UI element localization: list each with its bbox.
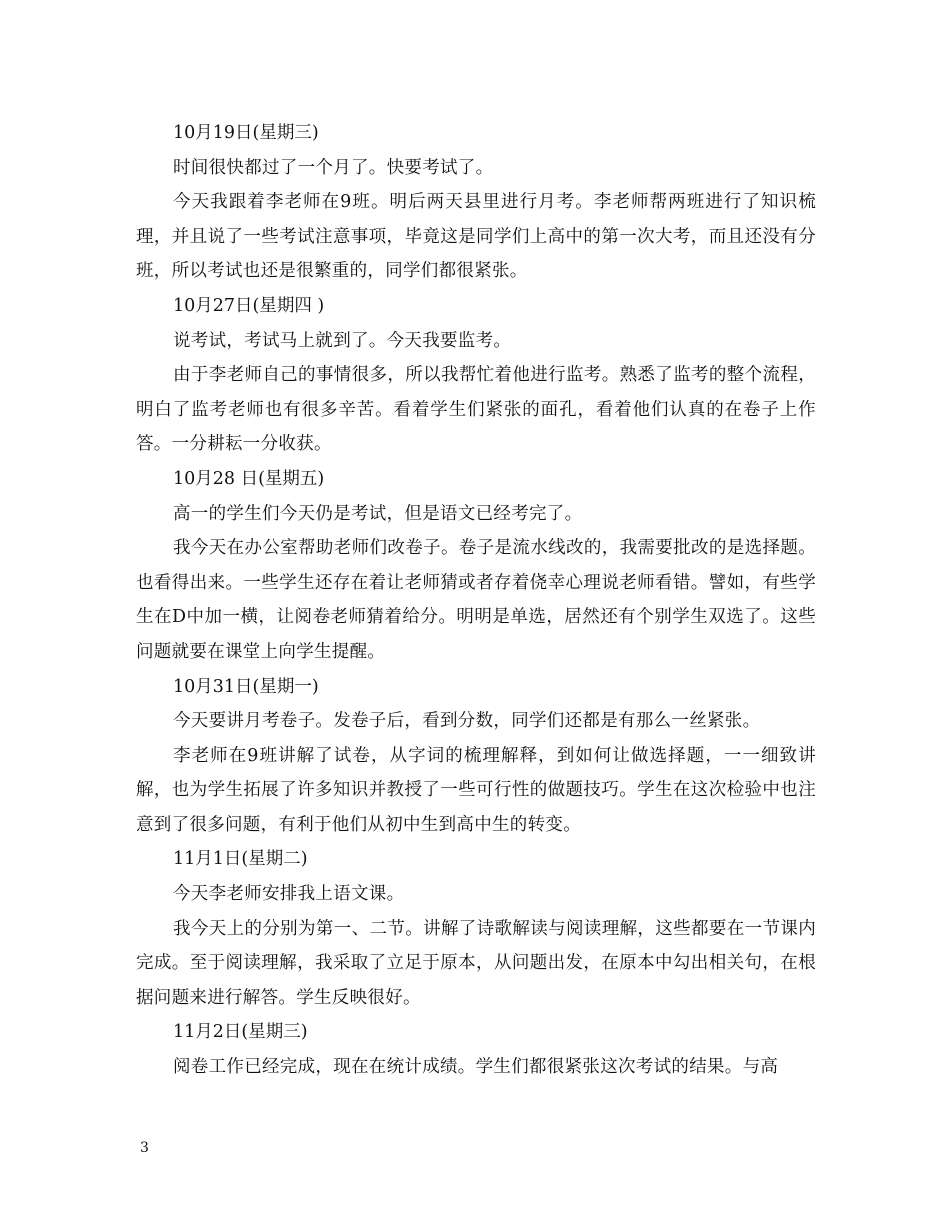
diary-paragraph: 我今天上的分别为第一、二节。讲解了诗歌解读与阅读理解，这些都要在一节课内完成。至于阅读理解，我采取了立足于原本，从问题出发，在原本中勾出相关句，在根据问题来进行解答。学生反映很好。 bbox=[136, 918, 816, 1008]
diary-date: 11月2日(星期三) bbox=[173, 1022, 308, 1043]
diary-paragraph: 由于李老师自己的事情很多，所以我帮忙着他进行监考。熟悉了监考的整个流程，明白了监考老师也有很多辛苦。看着学生们紧张的面孔，看着他们认真的在卷子上作答。一分耕耘一分收获。 bbox=[136, 365, 816, 455]
diary-date: 10月19日(星期三) bbox=[173, 123, 319, 143]
diary-paragraph: 今天李老师安排我上语文课。 bbox=[173, 884, 405, 905]
diary-date: 11月1日(星期二) bbox=[173, 849, 308, 870]
diary-paragraph: 阅卷工作已经完成，现在在统计成绩。学生们都很紧张这次考试的结果。与高 bbox=[173, 1057, 779, 1078]
diary-paragraph: 李老师在9班讲解了试卷，从字词的梳理解释，到如何让做选择题，一一细致讲解，也为学生拓展了许多知识并教授了一些可行性的做题技巧。学生在这次检验中也注意到了很多问题，有利于他们从初中生到高中生的转变。 bbox=[136, 745, 816, 835]
diary-paragraph: 时间很快都过了一个月了。快要考试了。 bbox=[173, 157, 494, 178]
diary-paragraph: 高一的学生们今天仍是考试，但是语文已经考完了。 bbox=[173, 503, 583, 524]
diary-date: 10月31日(星期一) bbox=[173, 676, 319, 697]
diary-date: 10月28 日(星期五) bbox=[173, 468, 325, 489]
diary-paragraph: 今天我跟着李老师在9班。明后两天县里进行月考。李老师帮两班进行了知识梳理，并且说了一些考试注意事项，毕竟这是同学们上高中的第一次大考，而且还没有分班，所以考试也还是很繁重的，同学们都很紧张。 bbox=[136, 192, 816, 282]
diary-paragraph: 今天要讲月考卷子。发卷子后，看到分数，同学们还都是有那么一丝紧张。 bbox=[173, 711, 761, 732]
page-number: 3 bbox=[140, 1140, 149, 1156]
diary-paragraph: 我今天在办公室帮助老师们改卷子。卷子是流水线改的，我需要批改的是选择题。也看得出来。一些学生还存在着让老师猜或者存着侥幸心理说老师看错。譬如，有些学生在D中加一横，让阅卷老师猜着给分。明明是单选，居然还有个别学生双选了。这些问题就要在课堂上向学生提醒。 bbox=[136, 538, 816, 662]
body-text bbox=[136, 116, 816, 1085]
diary-paragraph: 说考试，考试马上就到了。今天我要监考。 bbox=[173, 330, 512, 351]
diary-date: 10月27日(星期四 ) bbox=[173, 295, 325, 316]
